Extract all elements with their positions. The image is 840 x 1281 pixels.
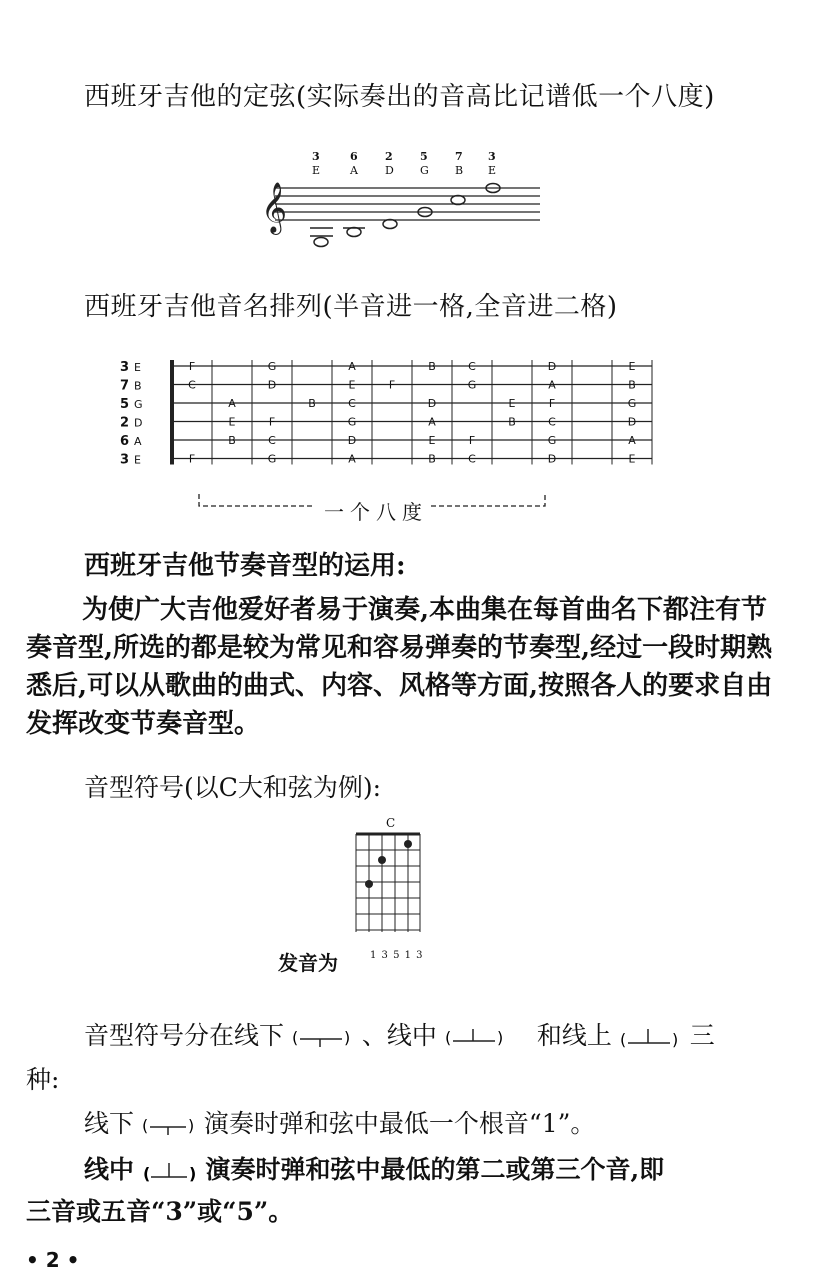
symbols-text: 三 (689, 1021, 715, 1050)
tuning-title: 西班牙吉他的定弦(实际奏出的音高比记谱低一个八度) (84, 82, 715, 112)
symbols-text: 演奏时弹和弦中最低的第二或第三个音,即 (205, 1155, 665, 1184)
fret-note: A (348, 452, 356, 466)
string-open-note: G (134, 398, 143, 411)
string-open-note: E (134, 453, 141, 467)
fret-note: A (428, 415, 436, 429)
finger-dot (365, 880, 373, 888)
fret-note: F (268, 415, 276, 429)
symbols-text: 、线中 (361, 1021, 437, 1050)
fret-note: C (348, 397, 356, 410)
fret-note: F (388, 378, 396, 392)
fret-note: D (547, 360, 557, 373)
symbols-mid-line2: 三音或五音“3”或“5”。 (26, 1197, 294, 1226)
rhythm-title: 西班牙吉他节奏音型的运用: (84, 551, 406, 581)
chord-notes: 1 3 5 1 3 (370, 950, 424, 961)
fret-note: E (628, 360, 636, 373)
tuning-letter: A (350, 164, 358, 177)
fret-note: D (347, 434, 357, 447)
string-number: 3 (120, 360, 130, 375)
tuning-letter: E (488, 164, 497, 177)
tuning-number: 3 (312, 150, 320, 163)
tuning-number: 6 (350, 150, 358, 163)
fret-note: D (267, 378, 277, 392)
fret-note: B (308, 397, 316, 410)
tuning-number: 7 (455, 150, 463, 163)
fret-note: A (348, 360, 356, 373)
note-d (383, 220, 397, 229)
string-open-note: A (134, 435, 142, 448)
fret-note: A (548, 378, 556, 392)
fret-note: B (428, 452, 436, 466)
tuning-letter: D (385, 164, 394, 177)
symbol-intro: 音型符号(以C大和弦为例): (84, 773, 382, 802)
string-number: 7 (120, 378, 130, 394)
svg-text:(: ( (291, 1027, 299, 1047)
svg-text:): ) (188, 1163, 197, 1183)
string-number: 3 (120, 452, 130, 468)
svg-text:): ) (496, 1027, 504, 1047)
string-number: 2 (120, 415, 130, 431)
symbol-middle (143, 1161, 197, 1183)
tuning-number: 5 (420, 150, 428, 163)
symbols-text: 线中 (84, 1155, 135, 1184)
fretboard-diagram (118, 352, 678, 482)
tuning-letter: G (420, 164, 429, 177)
fret-note: A (628, 434, 636, 447)
fret-note: G (267, 360, 277, 373)
symbols-line2: 种: (26, 1065, 60, 1094)
fret-note: B (628, 378, 636, 392)
fret-note: C (548, 415, 556, 429)
note-e (314, 238, 328, 247)
fret-note: F (188, 360, 196, 373)
finger-dot (378, 856, 386, 864)
svg-text:): ) (671, 1029, 679, 1049)
fret-note: E (428, 434, 436, 447)
symbols-text: 演奏时弹和弦中最低一个根音“1”。 (203, 1109, 596, 1138)
fret-note: F (468, 434, 476, 447)
note-b (451, 196, 465, 205)
chord-name: C (386, 816, 396, 830)
string-open-note: D (134, 416, 143, 430)
svg-text:): ) (187, 1115, 195, 1135)
symbols-line1 (84, 1016, 715, 1052)
fret-note: D (427, 397, 437, 410)
tuning-number: 3 (488, 150, 496, 163)
string-open-note: E (134, 361, 141, 374)
tuning-letter: E (312, 164, 321, 177)
finger-dot (404, 840, 412, 848)
fret-note: E (628, 452, 636, 466)
treble-clef: 𝄞 (261, 182, 288, 233)
fretboard-title: 西班牙吉他音名排列(半音进一格,全音进二格) (84, 292, 618, 322)
symbol-middle (445, 1027, 507, 1049)
note-a (347, 228, 361, 237)
tuning-letter: B (455, 164, 464, 177)
symbols-mid-line (84, 1150, 664, 1186)
fret-note: B (508, 415, 516, 429)
fret-note: E (508, 397, 516, 410)
string-number: 5 (120, 397, 130, 412)
symbols-text: 线下 (84, 1109, 135, 1138)
chord-diagram (352, 830, 432, 940)
fret-note: C (468, 452, 476, 466)
fret-note: G (627, 397, 637, 410)
string-open-note: B (134, 379, 142, 393)
fret-note: E (228, 415, 236, 429)
fret-note: G (547, 434, 557, 447)
chord-sound-label: 发音为 (278, 951, 338, 975)
fret-note: D (547, 452, 557, 466)
symbols-text: 音型符号分在线下 (84, 1021, 285, 1050)
fret-note: G (267, 452, 277, 466)
fret-note: C (188, 378, 196, 392)
tuning-number: 2 (385, 150, 393, 163)
symbol-below (292, 1027, 354, 1049)
fret-note: D (627, 415, 637, 429)
symbol-above (620, 1027, 682, 1049)
svg-text:(: ( (142, 1163, 151, 1183)
symbols-below-line (84, 1104, 595, 1140)
svg-text:): ) (343, 1027, 351, 1047)
svg-text:(: ( (619, 1029, 627, 1049)
fret-note: G (347, 415, 357, 429)
fret-note: F (188, 452, 196, 466)
svg-text:(: ( (141, 1115, 149, 1135)
octave-label: 一个八度 (324, 500, 428, 524)
fret-note: A (228, 397, 236, 410)
fret-note: C (468, 360, 476, 373)
rhythm-paragraph: 为使广大吉他爱好者易于演奏,本曲集在每首曲名下都注有节奏音型,所选的都是较为常见和容易弹奏的节奏型,经过一段时期熟悉后,可以从歌曲的曲式、内容、风格等方面,按照各人的要求自由发挥改变节奏音型。 (26, 595, 773, 739)
symbols-text: 和线上 (536, 1021, 612, 1050)
fret-note: E (348, 378, 356, 392)
fret-note: G (467, 378, 477, 392)
fret-note: F (548, 397, 556, 410)
svg-text:(: ( (444, 1027, 452, 1047)
page-number: • 2 • (26, 1248, 80, 1272)
fret-note: C (268, 434, 276, 447)
string-number: 6 (120, 434, 130, 449)
symbol-below (142, 1115, 196, 1137)
tuning-labels (300, 150, 520, 180)
fret-note: B (228, 434, 236, 447)
fret-note: B (428, 360, 436, 373)
